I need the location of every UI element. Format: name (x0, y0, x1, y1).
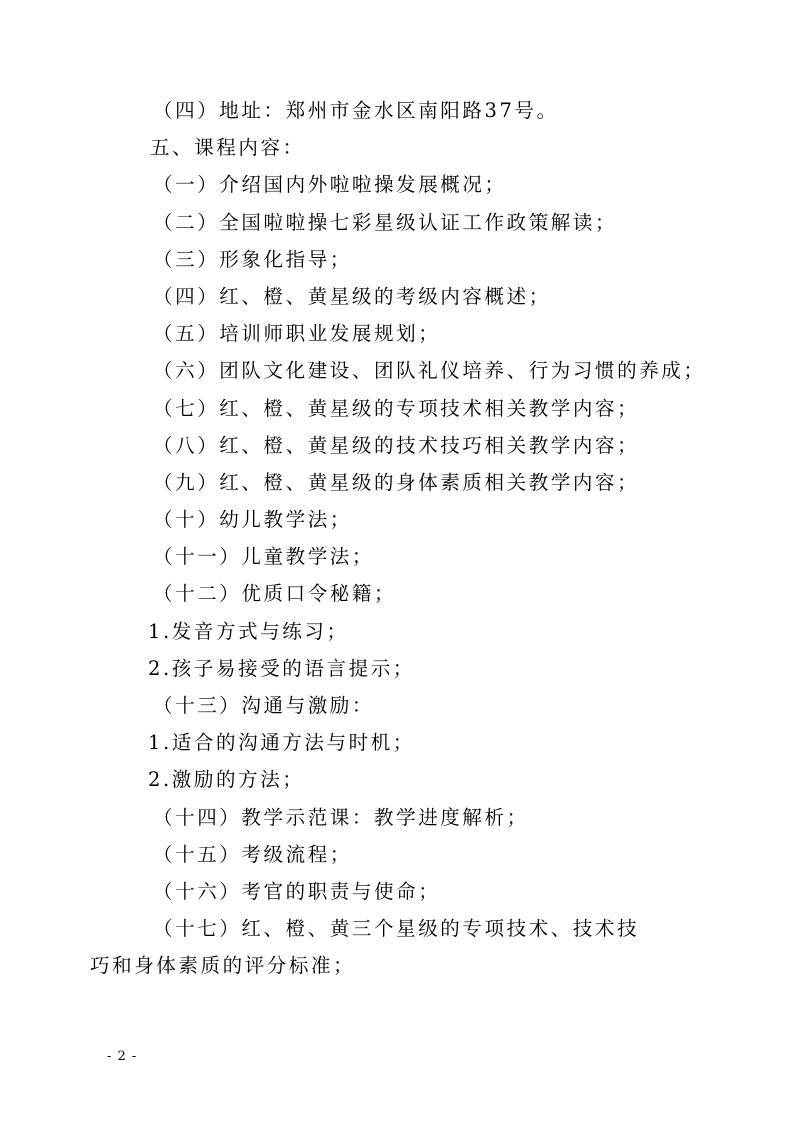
list-item: （十三）沟通与激励： (153, 694, 375, 717)
address-line: （四）地址：郑州市金水区南阳路37号。 (153, 99, 559, 122)
list-item: （十五）考级流程； (153, 842, 352, 866)
list-item: （六）团队文化建设、团队礼仪培养、行为习惯的养成； (153, 359, 706, 383)
sub-list-item: 2.孩子易接受的语言提示； (148, 656, 415, 680)
page-number: - 2 - (107, 1049, 138, 1064)
section-heading-course-content: 五、课程内容： (150, 136, 305, 160)
sub-list-item: 1.发音方式与练习； (148, 619, 349, 643)
list-item: （九）红、橙、黄星级的身体素质相关教学内容； (153, 470, 640, 494)
list-item-scoring-standards: （十七）红、橙、黄三个星级的专项技术、技术技巧和身体素质的评分标准； (90, 917, 640, 978)
list-item: （四）红、橙、黄星级的考级内容概述； (153, 284, 551, 308)
list-item: （八）红、橙、黄星级的技术技巧相关教学内容； (153, 433, 640, 457)
list-item: （十四）教学示范课：教学进度解析； (153, 805, 529, 829)
list-item: （七）红、橙、黄星级的专项技术相关教学内容； (153, 396, 640, 420)
list-item: （十）幼儿教学法； (153, 508, 352, 532)
list-item: （十二）优质口令秘籍； (153, 582, 397, 606)
list-item: （十一）儿童教学法； (153, 545, 375, 569)
list-item: （十六）考官的职责与使命； (153, 879, 441, 903)
list-item: （三）形象化指导； (153, 247, 352, 271)
sub-list-item: 2.激励的方法； (148, 768, 305, 792)
list-item: （二）全国啦啦操七彩星级认证工作政策解读； (153, 210, 618, 234)
document-body (0, 92, 793, 985)
list-item: （五）培训师职业发展规划； (153, 322, 441, 346)
sub-list-item: 1.适合的沟通方法与时机； (148, 731, 415, 755)
list-item: （一）介绍国内外啦啦操发展概况； (153, 173, 507, 197)
